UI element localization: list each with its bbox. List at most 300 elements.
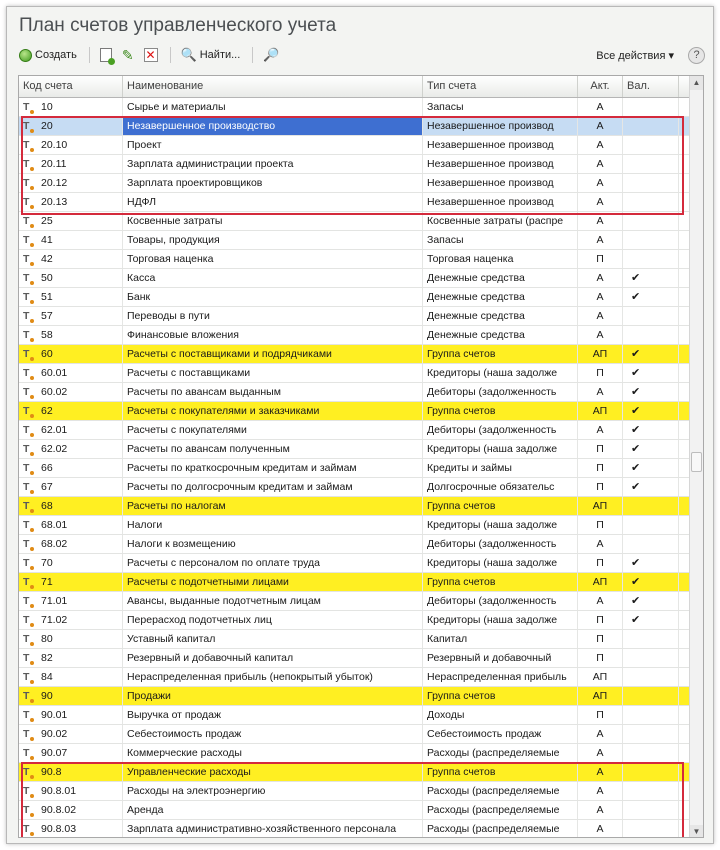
cell-type: Кредиторы (наша задолже	[423, 440, 578, 458]
cell-code	[19, 554, 123, 572]
cell-type: Незавершенное производ	[423, 117, 578, 135]
cell-code	[19, 744, 123, 762]
cell-currency	[623, 668, 679, 686]
account-code: 68	[41, 500, 53, 512]
cell-type: Кредиторы (наша задолже	[423, 364, 578, 382]
cell-active: А	[578, 820, 623, 838]
cell-code	[19, 592, 123, 610]
table-row[interactable]	[19, 611, 703, 630]
account-code: 90.02	[41, 728, 68, 740]
account-icon: T	[23, 649, 41, 667]
cell-name: Налоги	[123, 516, 423, 534]
cell-type: Косвенные затраты (распре	[423, 212, 578, 230]
account-code: 62	[41, 405, 53, 417]
account-code: 20.11	[41, 158, 67, 170]
account-icon: T	[23, 440, 41, 458]
cell-active: П	[578, 554, 623, 572]
cell-name: Расчеты с покупателями и заказчиками	[123, 402, 423, 420]
cell-type: Дебиторы (задолженность	[423, 421, 578, 439]
cell-code	[19, 516, 123, 534]
cell-name: Расчеты с персоналом по оплате труда	[123, 554, 423, 572]
account-icon: T	[23, 706, 41, 724]
table-row[interactable]	[19, 98, 703, 117]
account-code: 67	[41, 481, 53, 493]
cell-code	[19, 706, 123, 724]
cell-currency	[623, 155, 679, 173]
cell-name: Зарплата проектировщиков	[123, 174, 423, 192]
cell-active: А	[578, 782, 623, 800]
account-code: 20.13	[41, 196, 68, 208]
cell-type: Дебиторы (задолженность	[423, 383, 578, 401]
cell-name: Зарплата административно-хозяйственного персонала	[123, 820, 423, 838]
cell-name: Авансы, выданные подотчетным лицам	[123, 592, 423, 610]
cell-name: Коммерческие расходы	[123, 744, 423, 762]
cell-code	[19, 820, 123, 838]
cell-code	[19, 630, 123, 648]
cell-name: НДФЛ	[123, 193, 423, 211]
cell-type: Незавершенное производ	[423, 193, 578, 211]
account-code: 60.01	[41, 367, 68, 379]
account-icon: T	[23, 117, 41, 135]
cell-currency: ✔	[623, 269, 679, 287]
cell-type: Группа счетов	[423, 345, 578, 363]
table-row[interactable]	[19, 725, 703, 744]
cell-type: Группа счетов	[423, 573, 578, 591]
account-icon: T	[23, 687, 41, 705]
account-code: 20.12	[41, 177, 68, 189]
cell-name: Сырье и материалы	[123, 98, 423, 116]
copy-icon	[100, 48, 112, 62]
cell-active: А	[578, 801, 623, 819]
account-icon: T	[23, 307, 41, 325]
cell-active: А	[578, 744, 623, 762]
cell-name: Расчеты с подотчетными лицами	[123, 573, 423, 591]
table-row[interactable]	[19, 250, 703, 269]
account-code: 41	[41, 234, 53, 246]
table-row[interactable]	[19, 383, 703, 402]
table-row[interactable]	[19, 174, 703, 193]
account-code: 90.8.03	[41, 823, 77, 835]
cell-code	[19, 231, 123, 249]
cell-type: Группа счетов	[423, 763, 578, 781]
delete-mark-icon: ✕	[145, 48, 156, 62]
find-button-label: Найти...	[199, 49, 241, 61]
cell-type: Кредиты и займы	[423, 459, 578, 477]
cell-type: Резервный и добавочный	[423, 649, 578, 667]
account-code: 62.01	[41, 424, 68, 436]
edit-button[interactable]	[118, 46, 138, 64]
cell-type: Кредиторы (наша задолже	[423, 554, 578, 572]
table-row[interactable]	[19, 516, 703, 535]
cell-currency	[623, 117, 679, 135]
account-icon: T	[23, 725, 41, 743]
cell-name: Выручка от продаж	[123, 706, 423, 724]
find-button[interactable]	[177, 45, 245, 65]
cell-type: Торговая наценка	[423, 250, 578, 268]
account-icon: T	[23, 212, 41, 230]
cell-code	[19, 725, 123, 743]
cell-currency	[623, 801, 679, 819]
scroll-up-arrow-icon[interactable]: ▲	[690, 76, 703, 90]
table-row[interactable]	[19, 402, 703, 421]
cell-type: Кредиторы (наша задолже	[423, 516, 578, 534]
scroll-down-arrow-icon[interactable]: ▼	[690, 825, 703, 838]
account-code: 50	[41, 272, 53, 284]
table-row[interactable]	[19, 136, 703, 155]
table-header	[19, 76, 703, 98]
account-icon: T	[23, 478, 41, 496]
table-row[interactable]	[19, 307, 703, 326]
account-code: 90.8.02	[41, 804, 77, 816]
cell-active: А	[578, 174, 623, 192]
cell-active: АП	[578, 687, 623, 705]
table-row[interactable]	[19, 535, 703, 554]
cell-active: А	[578, 269, 623, 287]
cell-name: Расчеты с поставщиками	[123, 364, 423, 382]
cell-name: Переводы в пути	[123, 307, 423, 325]
cell-currency	[623, 174, 679, 192]
cell-currency: ✔	[623, 459, 679, 477]
cell-currency: ✔	[623, 611, 679, 629]
account-code: 70	[41, 557, 53, 569]
table-row[interactable]	[19, 421, 703, 440]
cell-type: Доходы	[423, 706, 578, 724]
cell-active: П	[578, 706, 623, 724]
column-header-code[interactable]: Код счета	[19, 76, 123, 97]
account-icon: T	[23, 592, 41, 610]
cell-name: Банк	[123, 288, 423, 306]
cell-type: Расходы (распределяемые	[423, 801, 578, 819]
cell-code	[19, 668, 123, 686]
cell-currency	[623, 516, 679, 534]
cell-type: Расходы (распределяемые	[423, 782, 578, 800]
cell-active: А	[578, 421, 623, 439]
table-row[interactable]	[19, 459, 703, 478]
cell-type: Запасы	[423, 231, 578, 249]
window-title: План счетов управленческого учета	[19, 15, 337, 36]
cell-currency	[623, 763, 679, 781]
cell-code	[19, 136, 123, 154]
table-row[interactable]	[19, 117, 703, 136]
cancel-search-icon: 🔎	[263, 47, 280, 62]
account-code: 71	[41, 576, 53, 588]
accounts-window	[6, 6, 714, 844]
account-code: 82	[41, 652, 53, 664]
cell-name: Продажи	[123, 687, 423, 705]
cell-currency: ✔	[623, 383, 679, 401]
cell-code	[19, 611, 123, 629]
cell-currency: ✔	[623, 592, 679, 610]
cell-name: Расчеты с покупателями	[123, 421, 423, 439]
table-row[interactable]	[19, 231, 703, 250]
table-row[interactable]	[19, 668, 703, 687]
cell-active: П	[578, 440, 623, 458]
account-icon: T	[23, 801, 41, 819]
cell-code	[19, 535, 123, 553]
cell-active: П	[578, 630, 623, 648]
table-row[interactable]	[19, 155, 703, 174]
table-row[interactable]	[19, 649, 703, 668]
cell-currency: ✔	[623, 345, 679, 363]
table-row[interactable]	[19, 440, 703, 459]
cell-type: Незавершенное производ	[423, 136, 578, 154]
cell-type: Расходы (распределяемые	[423, 744, 578, 762]
table-row[interactable]	[19, 630, 703, 649]
account-code: 68.01	[41, 519, 68, 531]
cell-code	[19, 573, 123, 591]
cell-name: Расходы на электроэнергию	[123, 782, 423, 800]
cell-currency: ✔	[623, 554, 679, 572]
cell-code	[19, 364, 123, 382]
account-code: 20.10	[41, 139, 68, 151]
cell-currency: ✔	[623, 288, 679, 306]
cell-active: А	[578, 535, 623, 553]
cell-type: Кредиторы (наша задолже	[423, 611, 578, 629]
cell-active: АП	[578, 345, 623, 363]
cell-type: Дебиторы (задолженность	[423, 592, 578, 610]
cell-active: А	[578, 212, 623, 230]
cell-name: Торговая наценка	[123, 250, 423, 268]
cell-type: Группа счетов	[423, 402, 578, 420]
table-row[interactable]	[19, 744, 703, 763]
toolbar-divider	[170, 47, 171, 63]
account-code: 68.02	[41, 538, 68, 550]
cell-code	[19, 326, 123, 344]
cell-active: АП	[578, 573, 623, 591]
cell-type: Незавершенное производ	[423, 155, 578, 173]
cell-name: Расчеты по авансам полученным	[123, 440, 423, 458]
table-row[interactable]	[19, 592, 703, 611]
account-icon: T	[23, 193, 41, 211]
cell-name: Резервный и добавочный капитал	[123, 649, 423, 667]
cell-code	[19, 117, 123, 135]
account-icon: T	[23, 782, 41, 800]
cell-active: А	[578, 383, 623, 401]
account-code: 90.01	[41, 709, 68, 721]
cell-type: Расходы (распределяемые	[423, 820, 578, 838]
scroll-thumb[interactable]	[691, 452, 702, 472]
account-icon: T	[23, 136, 41, 154]
cell-active: А	[578, 117, 623, 135]
delete-button[interactable]	[140, 46, 162, 64]
column-header-currency[interactable]: Вал.	[623, 76, 679, 97]
account-code: 20	[41, 120, 53, 132]
account-icon: T	[23, 345, 41, 363]
table-row[interactable]	[19, 706, 703, 725]
table-body	[19, 98, 703, 838]
account-icon: T	[23, 554, 41, 572]
column-header-name[interactable]: Наименование	[123, 76, 423, 97]
table-row[interactable]	[19, 497, 703, 516]
pencil-icon: ✎	[121, 47, 134, 63]
table-row[interactable]	[19, 478, 703, 497]
accounts-table	[18, 75, 704, 838]
cell-name: Уставный капитал	[123, 630, 423, 648]
cell-active: А	[578, 193, 623, 211]
account-icon: T	[23, 364, 41, 382]
cell-currency	[623, 136, 679, 154]
cell-currency: ✔	[623, 440, 679, 458]
toolbar-divider	[252, 47, 253, 63]
table-row[interactable]	[19, 573, 703, 592]
account-code: 51	[41, 291, 53, 303]
create-button-label: Создать	[35, 49, 77, 61]
account-icon: T	[23, 763, 41, 781]
account-code: 71.01	[41, 595, 68, 607]
account-icon: T	[23, 174, 41, 192]
account-code: 90.07	[41, 747, 68, 759]
table-row[interactable]	[19, 687, 703, 706]
cell-name: Финансовые вложения	[123, 326, 423, 344]
cell-currency	[623, 307, 679, 325]
cell-active: П	[578, 364, 623, 382]
table-row[interactable]	[19, 288, 703, 307]
cell-name: Управленческие расходы	[123, 763, 423, 781]
cell-currency	[623, 706, 679, 724]
cell-active: П	[578, 649, 623, 667]
search-icon: 🔍	[180, 47, 197, 62]
cell-name: Себестоимость продаж	[123, 725, 423, 743]
column-header-type[interactable]: Тип счета	[423, 76, 578, 97]
table-row[interactable]	[19, 763, 703, 782]
account-icon: T	[23, 459, 41, 477]
table-row[interactable]	[19, 212, 703, 231]
account-icon: T	[23, 326, 41, 344]
cell-type: Себестоимость продаж	[423, 725, 578, 743]
help-icon[interactable]: ?	[688, 47, 705, 64]
cell-name: Расчеты по налогам	[123, 497, 423, 515]
account-code: 80	[41, 633, 53, 645]
cell-code	[19, 174, 123, 192]
cell-active: А	[578, 98, 623, 116]
cell-name: Налоги к возмещению	[123, 535, 423, 553]
table-row[interactable]	[19, 801, 703, 820]
cell-code	[19, 782, 123, 800]
account-code: 66	[41, 462, 53, 474]
account-icon: T	[23, 744, 41, 762]
cell-code	[19, 288, 123, 306]
cell-code	[19, 345, 123, 363]
account-icon: T	[23, 402, 41, 420]
account-code: 25	[41, 215, 53, 227]
cell-currency: ✔	[623, 421, 679, 439]
cell-currency	[623, 687, 679, 705]
all-actions-menu[interactable]: Все действия ▾	[596, 49, 674, 62]
table-row[interactable]	[19, 269, 703, 288]
cell-code	[19, 459, 123, 477]
account-icon: T	[23, 573, 41, 591]
table-row[interactable]	[19, 326, 703, 345]
cell-currency: ✔	[623, 573, 679, 591]
cell-type: Денежные средства	[423, 307, 578, 325]
cell-code	[19, 649, 123, 667]
table-row[interactable]	[19, 364, 703, 383]
cell-currency	[623, 231, 679, 249]
cell-currency	[623, 497, 679, 515]
account-code: 10	[41, 101, 53, 113]
cell-currency	[623, 212, 679, 230]
cell-currency	[623, 782, 679, 800]
account-code: 42	[41, 253, 53, 265]
cell-code	[19, 421, 123, 439]
cell-name: Расчеты по авансам выданным	[123, 383, 423, 401]
cell-type: Группа счетов	[423, 687, 578, 705]
column-header-active[interactable]: Акт.	[578, 76, 623, 97]
cell-active: АП	[578, 668, 623, 686]
table-row[interactable]	[19, 782, 703, 801]
account-icon: T	[23, 155, 41, 173]
cell-name: Расчеты с поставщиками и подрядчиками	[123, 345, 423, 363]
cell-name: Зарплата администрации проекта	[123, 155, 423, 173]
cancel-search-button[interactable]	[259, 45, 283, 65]
cell-active: А	[578, 725, 623, 743]
cell-name: Перерасход подотчетных лиц	[123, 611, 423, 629]
account-icon: T	[23, 820, 41, 838]
cell-currency: ✔	[623, 478, 679, 496]
account-code: 90.8.01	[41, 785, 77, 797]
cell-code	[19, 402, 123, 420]
cell-active: АП	[578, 497, 623, 515]
account-icon: T	[23, 269, 41, 287]
vertical-scrollbar[interactable]	[689, 76, 703, 838]
create-button[interactable]	[15, 47, 81, 64]
cell-code	[19, 212, 123, 230]
table-row[interactable]	[19, 345, 703, 364]
cell-code	[19, 269, 123, 287]
cell-active: П	[578, 250, 623, 268]
cell-currency	[623, 250, 679, 268]
account-code: 62.02	[41, 443, 68, 455]
account-icon: T	[23, 231, 41, 249]
table-row[interactable]	[19, 193, 703, 212]
cell-active: АП	[578, 402, 623, 420]
cell-code	[19, 155, 123, 173]
cell-name: Расчеты по краткосрочным кредитам и займам	[123, 459, 423, 477]
cell-type: Денежные средства	[423, 326, 578, 344]
cell-code	[19, 497, 123, 515]
cell-type: Капитал	[423, 630, 578, 648]
toolbar-divider	[89, 47, 90, 63]
cell-type: Денежные средства	[423, 269, 578, 287]
cell-type: Группа счетов	[423, 497, 578, 515]
cell-name: Аренда	[123, 801, 423, 819]
cell-type: Незавершенное производ	[423, 174, 578, 192]
copy-button[interactable]	[96, 46, 116, 64]
cell-code	[19, 801, 123, 819]
cell-currency	[623, 193, 679, 211]
cell-currency	[623, 326, 679, 344]
cell-currency	[623, 725, 679, 743]
cell-active: П	[578, 611, 623, 629]
cell-currency	[623, 630, 679, 648]
cell-active: П	[578, 478, 623, 496]
cell-currency	[623, 649, 679, 667]
cell-name: Касса	[123, 269, 423, 287]
account-icon: T	[23, 288, 41, 306]
account-icon: T	[23, 497, 41, 515]
account-icon: T	[23, 630, 41, 648]
account-code: 58	[41, 329, 53, 341]
cell-name: Товары, продукция	[123, 231, 423, 249]
cell-active: А	[578, 288, 623, 306]
account-icon: T	[23, 383, 41, 401]
cell-code	[19, 383, 123, 401]
cell-currency: ✔	[623, 364, 679, 382]
table-row[interactable]	[19, 820, 703, 838]
table-row[interactable]	[19, 554, 703, 573]
account-code: 57	[41, 310, 53, 322]
cell-currency: ✔	[623, 402, 679, 420]
